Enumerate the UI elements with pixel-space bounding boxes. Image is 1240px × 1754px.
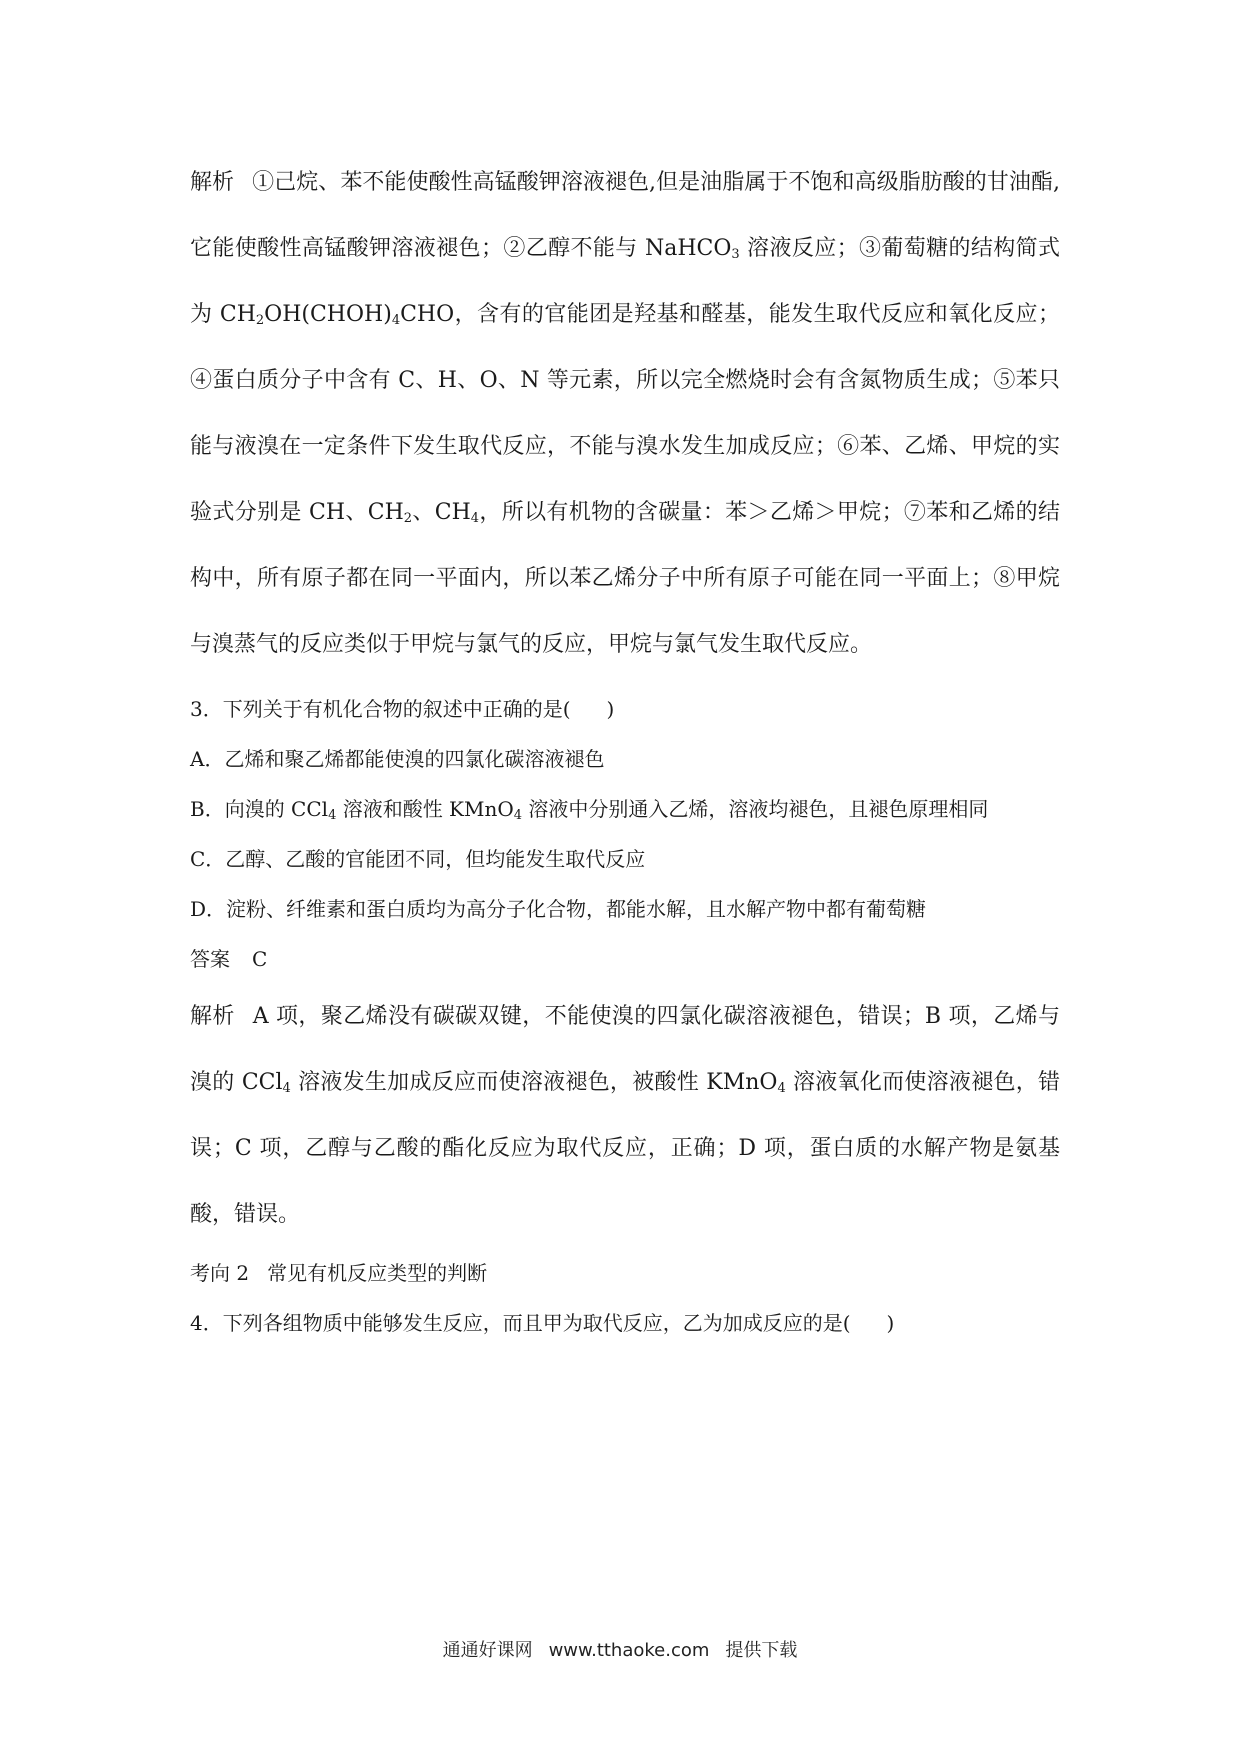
question-4-stem: 4．下列各组物质中能够发生反应，而且甲为取代反应，乙为加成反应的是( ): [190, 1311, 895, 1335]
analysis-paragraph-1: 解析 ①己烷、苯不能使酸性高锰酸钾溶液褪色,但是油脂属于不饱和高级脂肪酸的甘油酯,它能使酸性高锰酸钾溶液褪色；②乙醇不能与 NaHCO$_3$ 溶液反应；③葡萄糖的结构简式为 $CH_2OH(CHOH)_4CHO$，含有的官能团是羟基和醛基，能发生取代反应和氧化反应；④蛋白质分子中含有 C、H、O、N 等元素，所以完全燃烧时会有含氮物质生成；⑤苯只能与液溴在一定条件下发生取代反应，不能与溴水发生加成反应；⑥苯、乙烯、甲烷的实验式分别是 CH、$CH_2$、$CH_4$，所以有机物的含碳量：苯＞乙烯＞甲烷；⑦苯和乙烯的结构中，所有原子都在同一平面内，所以苯乙烯分子中所有原子可能在同一平面上；⑧甲烷与溴蒸气的反应类似于甲烷与氯气的反应，甲烷与氯气发生取代反应。: [190, 170, 1061, 657]
analysis-label: 解析: [190, 170, 235, 195]
footer-site-name: 通通好课网: [442, 1640, 533, 1661]
analysis-paragraph-2: 解析 A 项，聚乙烯没有碳碳双键，不能使溴的四氯化碳溶液褪色，错误；B 项，乙烯与溴的 CCl$_4$ 溶液发生加成反应而使溶液褪色，被酸性 KMnO$_4$ 溶液氧化而使溶液褪色，错误；C 项，乙醇与乙酸的酯化反应为取代反应，正确；D 项，蛋白质的水解产物是氨基酸，错误。: [190, 1004, 1061, 1227]
document-page: [190, 150, 1060, 1348]
footer-url: www.tthaoke.com: [548, 1640, 710, 1661]
answer-value: C: [252, 947, 268, 971]
question-3-option-a: A．乙烯和聚乙烯都能使溴的四氯化碳溶液褪色: [190, 747, 605, 771]
question-3-option-b: B．向溴的 CCl$_4$ 溶液和酸性 KMnO$_4$ 溶液中分别通入乙烯，溶液均褪色，且褪色原理相同: [190, 797, 989, 823]
question-3-stem: 3．下列关于有机化合物的叙述中正确的是( ): [190, 697, 615, 721]
section-number: 考向 2: [190, 1261, 250, 1285]
footer-note: 提供下载: [725, 1640, 798, 1661]
answer-3: [190, 934, 1060, 984]
page-footer: [0, 1636, 1240, 1662]
analysis-label: 解析: [190, 1004, 235, 1029]
section-heading: [190, 1248, 1060, 1298]
answer-label: 答案: [190, 947, 230, 971]
section-title: 常见有机反应类型的判断: [267, 1261, 488, 1285]
question-3-option-d: D．淀粉、纤维素和蛋白质均为高分子化合物，都能水解，且水解产物中都有葡萄糖: [190, 897, 927, 921]
question-3-option-c: C．乙醇、乙酸的官能团不同，但均能发生取代反应: [190, 847, 646, 871]
